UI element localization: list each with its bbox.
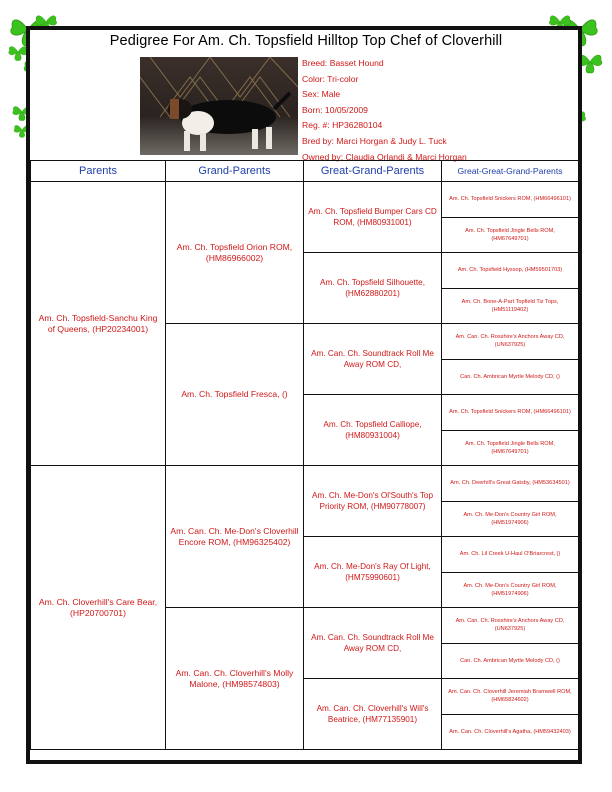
great-great-grandparent-10: Am. Ch. Me-Don's Country Girl ROM, (HM51974906): [442, 501, 579, 537]
great-great-grandparent-16: Am. Can. Ch. Cloverhill's Agatha, (HM59432403): [442, 714, 579, 750]
great-grandparent-5: Am. Ch. Me-Don's Ol'South's Top Priority ROM, (HM90778007): [304, 466, 442, 537]
header-great-great-grand-parents: Great-Great-Grand-Parents: [442, 161, 579, 182]
great-great-grandparent-1: Am. Ch. Topsfield Snickers ROM, (HM66496101): [442, 182, 579, 218]
great-grandparent-4: Am. Ch. Topsfield Calliope, (HM80931004): [304, 395, 442, 466]
header-grand-parents: Grand-Parents: [166, 161, 304, 182]
great-great-grandparent-11: Am. Ch. Lil Creek U-Haul O'Briarcrest, (): [442, 537, 579, 573]
header-parents: Parents: [31, 161, 166, 182]
great-grandparent-7: Am. Can. Ch. Soundtrack Roll Me Away ROM CD,: [304, 608, 442, 679]
grandparent-3: Am. Can. Ch. Me-Don's Cloverhill Encore ROM, (HM96325402): [166, 466, 304, 608]
great-great-grandparent-4: Am. Ch. Bone-A-Part Topfield Tiz Tops, (HM51119402): [442, 288, 579, 324]
info-born: Born: 10/05/2009: [302, 104, 368, 115]
dog-info-block: [302, 56, 562, 165]
grandparent-4: Am. Can. Ch. Cloverhill's Molly Malone, (HM98574803): [166, 608, 304, 750]
basset-hound-photo-icon: [140, 57, 298, 155]
info-owned-by: Owned by: Claudia Orlandi & Marci Horgan: [302, 151, 467, 162]
great-great-grandparent-13: Am. Can. Ch. Rosshire's Anchors Away CD, (UN637925): [442, 608, 579, 644]
info-breed: Breed: Basset Hound: [302, 58, 384, 68]
great-grandparent-2: Am. Ch. Topsfield Silhouette, (HM62880201): [304, 253, 442, 324]
great-great-grandparent-14: Can. Ch. Ambrican Myrtle Melody CD, (): [442, 643, 579, 679]
great-great-grandparent-2: Am. Ch. Topsfield Jingle Bells ROM, (HM67649701): [442, 217, 579, 253]
header-great-grand-parents: Great-Grand-Parents: [304, 161, 442, 182]
info-reg: Reg. #: HP36280104: [302, 120, 383, 131]
info-bred-by: Bred by: Marci Horgan & Judy L. Tuck: [302, 135, 447, 146]
footer-band: [30, 730, 578, 760]
great-grandparent-6: Am. Ch. Me-Don's Ray Of Light, (HM75990601): [304, 537, 442, 608]
great-great-grandparent-5: Am. Can. Ch. Rosshire's Anchors Away CD, (UN637925): [442, 324, 579, 360]
great-great-grandparent-15: Am. Can. Ch. Cloverhill Jeremiah Bramwell ROM, (HM65824602): [442, 679, 579, 715]
great-great-grandparent-9: Am. Ch. Deerhill's Great Gatsby, (HM53634501): [442, 466, 579, 502]
sire: Am. Ch. Topsfield-Sanchu King of Queens, (HP20234001): [31, 182, 166, 466]
info-color: Color: Tri-color: [302, 73, 359, 84]
great-great-grandparent-12: Am. Ch. Me-Don's Country Girl ROM, (HM51974906): [442, 572, 579, 608]
pedigree-table: [30, 160, 579, 750]
page-title: Pedigree For Am. Ch. Topsfield Hilltop Top Chef of Cloverhill: [109, 33, 503, 49]
great-great-grandparent-6: Can. Ch. Ambrican Myrtle Melody CD, (): [442, 359, 579, 395]
info-sex: Sex: Male: [302, 89, 341, 100]
great-grandparent-8: Am. Can. Ch. Cloverhill's Will's Beatrice, (HM77135901): [304, 679, 442, 750]
great-great-grandparent-7: Am. Ch. Topsfield Snickers ROM, (HM66496101): [442, 395, 579, 431]
grandparent-2: Am. Ch. Topsfield Fresca, (): [166, 324, 304, 466]
great-great-grandparent-3: Am. Ch. Topsfield Hyssop, (HM59501703): [442, 253, 579, 289]
pedigree-header-row: [31, 161, 579, 182]
great-grandparent-3: Am. Can. Ch. Soundtrack Roll Me Away ROM CD,: [304, 324, 442, 395]
great-great-grandparent-8: Am. Ch. Topsfield Jingle Bells ROM, (HM67649701): [442, 430, 579, 466]
grandparent-1: Am. Ch. Topsfield Orion ROM, (HM86966002): [166, 182, 304, 324]
great-grandparent-1: Am. Ch. Topsfield Bumper Cars CD ROM, (HM80931001): [304, 182, 442, 253]
dam: Am. Ch. Cloverhill's Care Bear, (HP20700701): [31, 466, 166, 750]
